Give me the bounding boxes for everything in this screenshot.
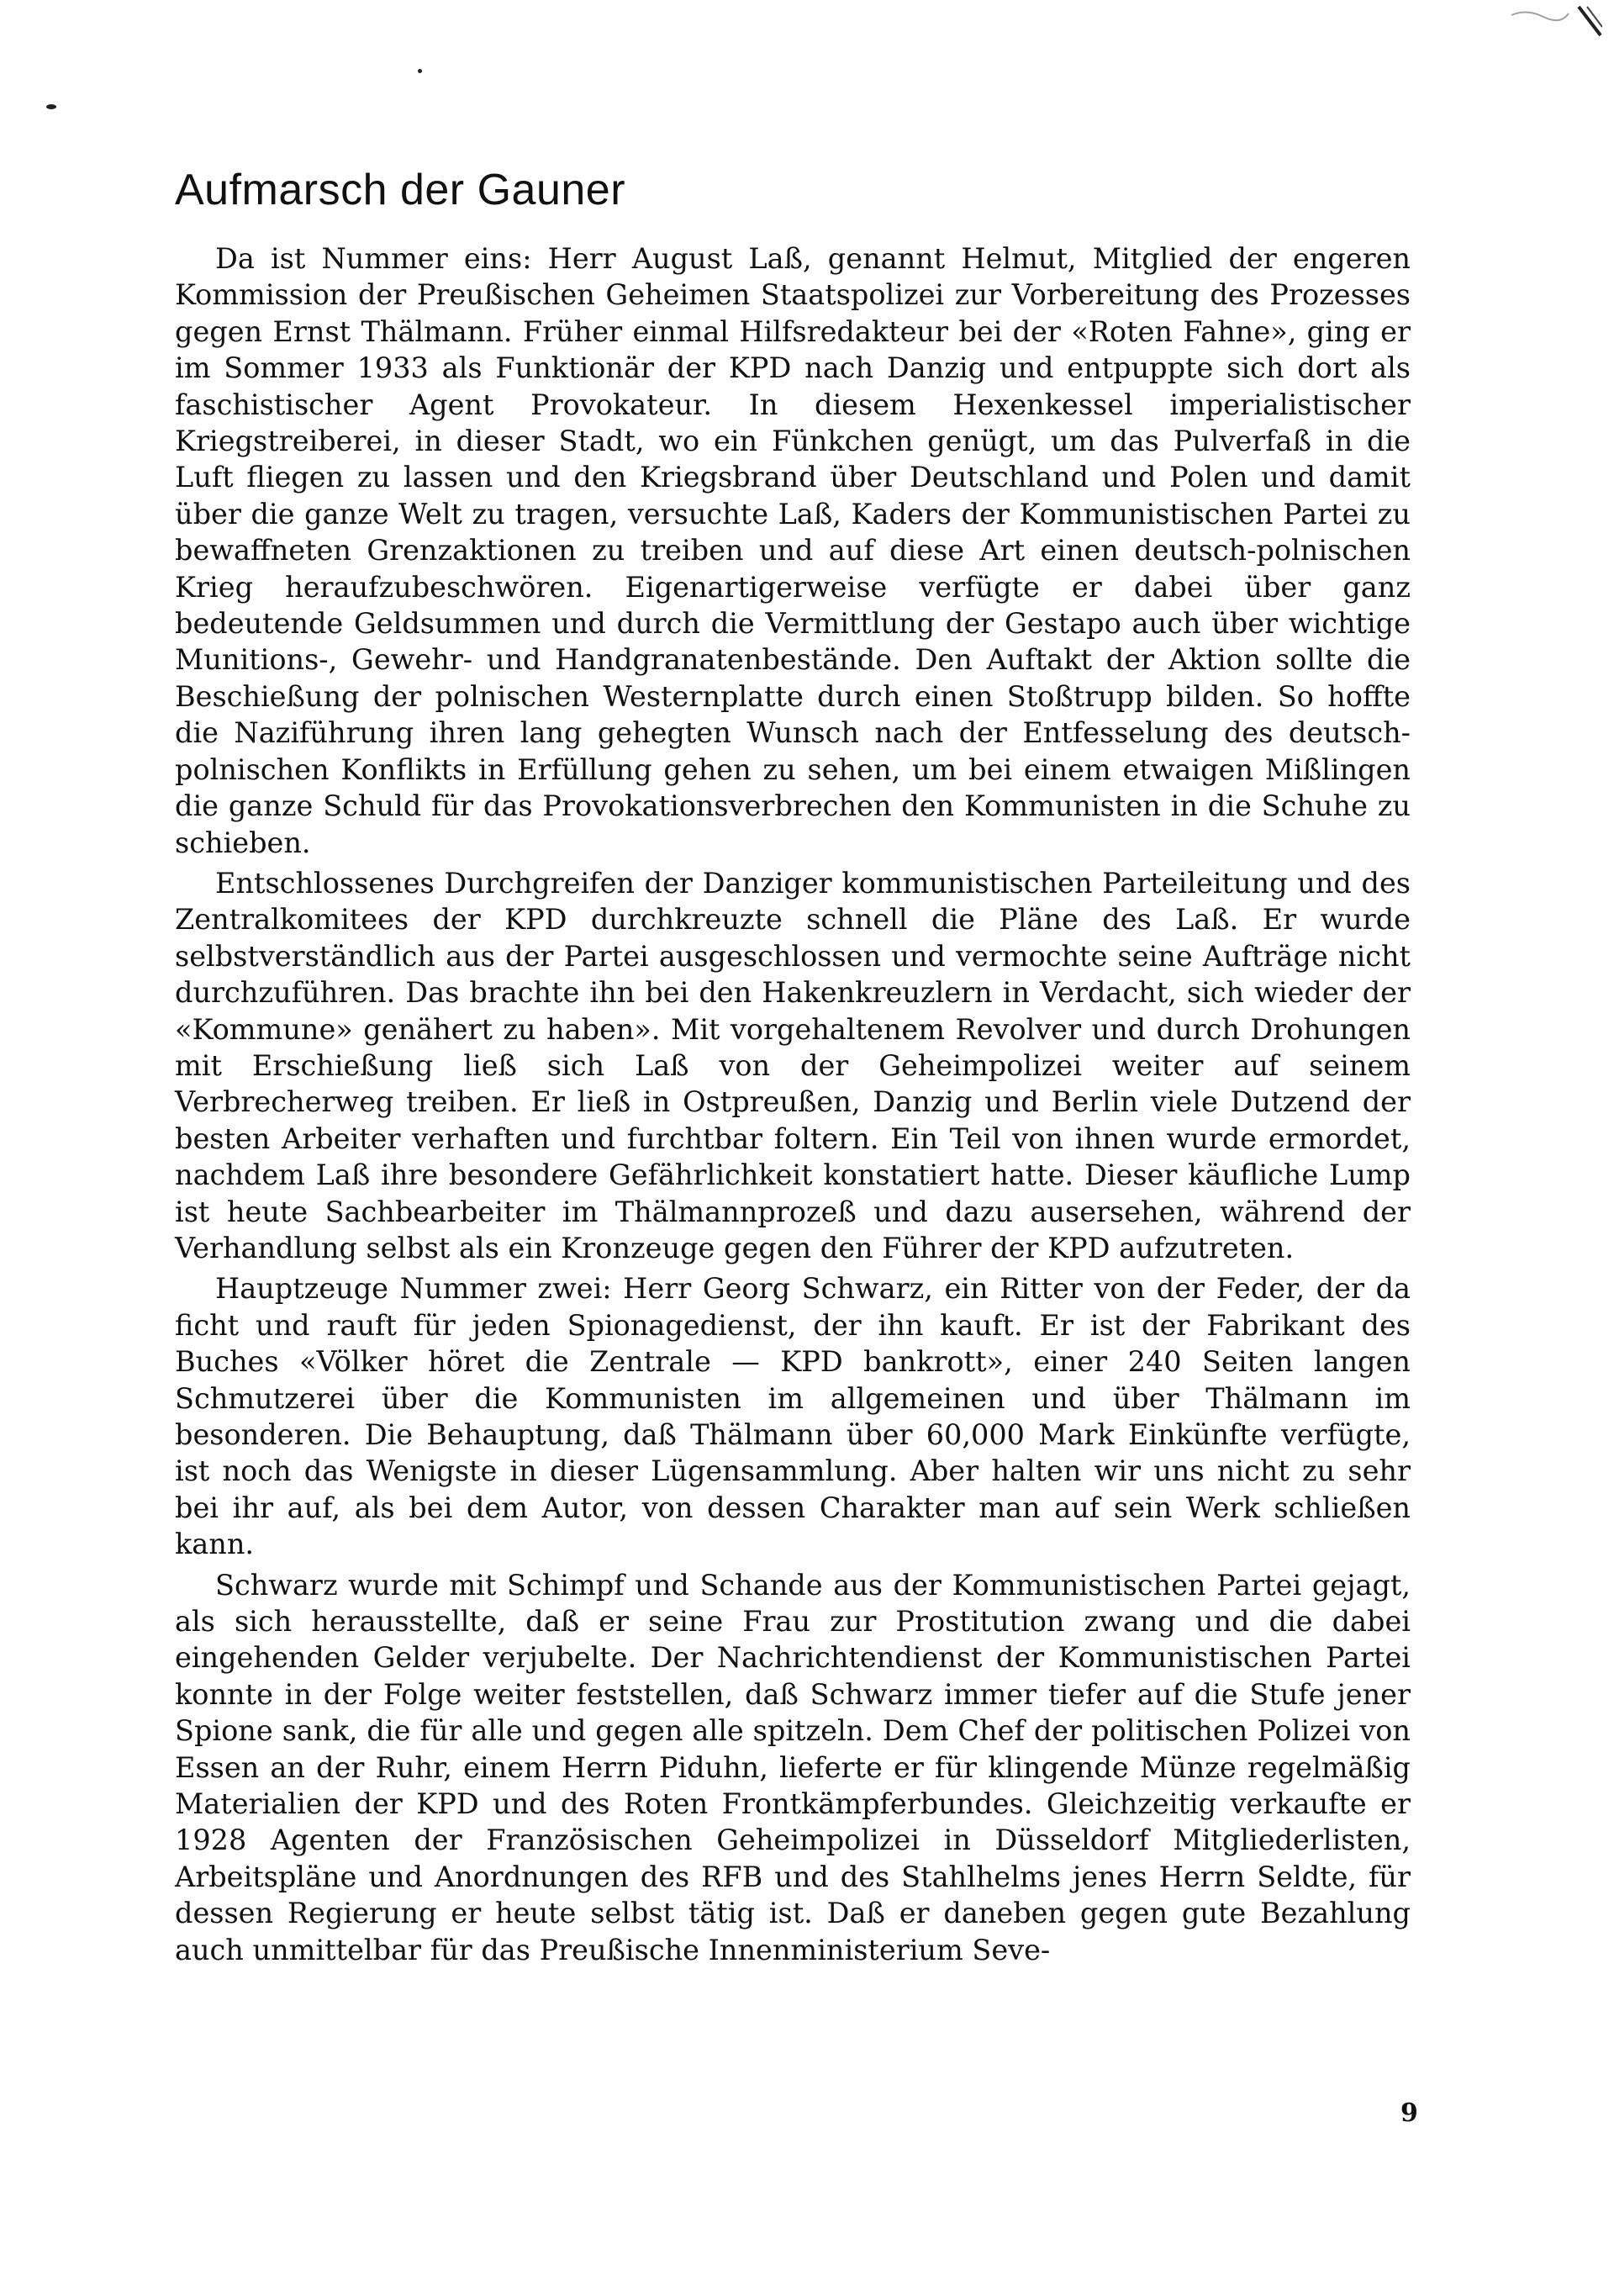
- page-number: 9: [1400, 2098, 1418, 2128]
- article-title: Aufmarsch der Gauner: [175, 166, 626, 214]
- article-paragraph: Entschlossenes Durchgreifen der Danziger kommunistischen Parteileitung und des Zentralkomitees der KPD durchkreuzte schnell die Pläne des Laß. Er wurde selbstverständlich aus der Partei ausgeschlossen und vermochte seine Aufträge nicht durchzuführen. Das brachte ihn bei den Hakenkreuzlern in Verdacht, sich wieder der «Kommune» genähert zu haben». Mit vorgehaltenem Revolver und durch Drohungen mit Erschießung ließ sich Laß von der Geheimpolizei weiter auf seinem Verbrecherweg treiben. Er ließ in Ostpreußen, Danzig und Berlin viele Dutzend der besten Arbeiter verhaften und furchtbar foltern. Ein Teil von ihnen wurde ermordet, nachdem Laß ihre besondere Gefährlichkeit konstatiert hatte. Dieser käufliche Lump ist heute Sachbearbeiter im Thälmannprozeß und dazu ausersehen, während der Verhandlung selbst als ein Kronzeuge gegen den Führer der KPD aufzutreten.: [175, 866, 1411, 1264]
- article-body: [175, 240, 1411, 1972]
- article-paragraph: Schwarz wurde mit Schimpf und Schande aus der Kommunistischen Partei gejagt, als sich herausstellte, daß er seine Frau zur Prostitution zwang und die dabei eingehenden Gelder verjubelte. Der Nachrichtendienst der Kommunistischen Partei konnte in der Folge weiter feststellen, daß Schwarz immer tiefer auf die Stufe jener Spione sank, die für alle und gegen alle spitzeln. Dem Chef der politischen Polizei von Essen an der Ruhr, einem Herrn Piduhn, lieferte er für klingende Münze regelmäßig Materialien der KPD und des Roten Frontkämpferbundes. Gleichzeitig verkaufte er 1928 Agenten der Französischen Geheimpolizei in Düsseldorf Mitgliederlisten, Arbeitspläne und Anordnungen des RFB und des Stahlhelms jenes Herrn Seldte, für dessen Regierung er heute selbst tätig ist. Daß er daneben gegen gute Bezahlung auch unmittelbar für das Preußische Innenministerium Seve-: [175, 1568, 1411, 1966]
- scan-speck: [418, 69, 422, 73]
- article-paragraph: Da ist Nummer eins: Herr August Laß, genannt Helmut, Mitglied der engeren Kommission der Preußischen Geheimen Staatspolizei zur Vorbereitung des Prozesses gegen Ernst Thälmann. Früher einmal Hilfsredakteur bei der «Roten Fahne», ging er im Sommer 1933 als Funktionär der KPD nach Danzig und entpuppte sich dort als faschistischer Agent Provokateur. In diesem Hexenkessel imperialistischer Kriegstreiberei, in dieser Stadt, wo ein Fünkchen genügt, um das Pulverfaß in die Luft fliegen zu lassen und den Kriegsbrand über Deutschland und Polen und damit über die ganze Welt zu tragen, versuchte Laß, Kaders der Kommunistischen Partei zu bewaffneten Grenzaktionen zu treiben und auf diese Art einen deutsch-polnischen Krieg heraufzubeschwören. Eigenartigerweise verfügte er dabei über ganz bedeutende Geldsummen und durch die Vermittlung der Gestapo auch über wichtige Munitions-, Gewehr- und Handgranatenbestände. Den Auftakt der Aktion sollte die Beschießung der polnischen Westernplatte durch einen Stoßtrupp bilden. So hoffte die Naziführung ihren lang gehegten Wunsch nach der Entfesselung des deutsch-polnischen Konflikts in Erfüllung gehen zu sehen, um bei einem etwaigen Mißlingen die ganze Schuld für das Provokationsverbrechen den Kommunisten in die Schuhe zu schieben.: [175, 242, 1411, 859]
- scan-speck: [46, 104, 56, 109]
- article-paragraph: Hauptzeuge Nummer zwei: Herr Georg Schwarz, ein Ritter von der Feder, der da ficht und rauft für jeden Spionagedienst, der ihn kauft. Er ist der Fabrikant des Buches «Völker höret die Zentrale — KPD bankrott», einer 240 Seiten langen Schmutzerei über die Kommunisten im allgemeinen und über Thälmann im besonderen. Die Behauptung, daß Thälmann über 60,000 Mark Einkünfte verfügte, ist noch das Wenigste in dieser Lügensammlung. Aber halten wir uns nicht zu sehr bei ihr auf, als bei dem Autor, von dessen Charakter man auf sein Werk schließen kann.: [175, 1272, 1411, 1561]
- scan-corner-mark: [1510, 5, 1602, 39]
